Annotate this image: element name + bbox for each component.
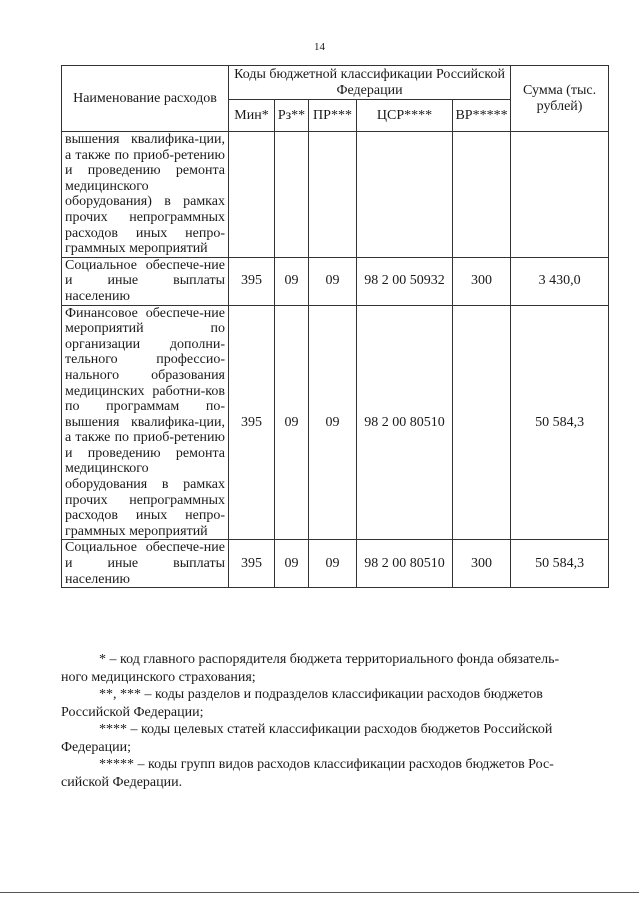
code-vr	[453, 132, 511, 258]
table-row	[62, 257, 609, 305]
code-rz: 09	[275, 257, 309, 305]
code-min	[229, 132, 275, 258]
expense-name: Финансовое обеспече-ние мероприятий по организации дополни-тельного профессио-нального образования медицинских работни-ков по программам по-вышения квалифика-ции, а также по приоб-ретению и проведению ремонта медицинского оборудования в рамках прочих непрограммных расходов иных непро-граммных мероприятий	[62, 305, 229, 540]
amount: 3 430,0	[511, 257, 609, 305]
code-pr	[309, 132, 357, 258]
header-amount: Сумма (тыс. рублей)	[511, 66, 609, 132]
code-rz: 09	[275, 305, 309, 540]
table-row	[62, 540, 609, 588]
code-csr: 98 2 00 80510	[357, 305, 453, 540]
header-code-csr: ЦСР****	[357, 100, 453, 132]
header-code-min: Мин*	[229, 100, 275, 132]
code-vr	[453, 305, 511, 540]
footnote-line: * – код главного распорядителя бюджета территориального фонда обязатель-	[99, 652, 560, 667]
code-pr: 09	[309, 305, 357, 540]
code-pr: 09	[309, 540, 357, 588]
header-code-vr: ВР*****	[453, 100, 511, 132]
header-budget-codes: Коды бюджетной классификации Российской Федерации	[229, 66, 511, 100]
footnote-line: Российской Федерации;	[61, 704, 204, 720]
table-row	[62, 305, 609, 540]
footnote-line: **** – коды целевых статей классификации расходов бюджетов Российской	[99, 722, 553, 737]
footnote-line: сийской Федерации.	[61, 774, 183, 790]
table-row	[62, 132, 609, 258]
code-vr: 300	[453, 540, 511, 588]
code-csr	[357, 132, 453, 258]
code-min: 395	[229, 540, 275, 588]
amount	[511, 132, 609, 258]
expense-name: Социальное обеспече-ние и иные выплаты населению	[62, 540, 229, 588]
footer-rule	[0, 892, 639, 893]
code-rz	[275, 132, 309, 258]
amount: 50 584,3	[511, 305, 609, 540]
page-number: 14	[314, 41, 325, 53]
footnotes	[61, 651, 608, 791]
header-code-rz: Рз**	[275, 100, 309, 132]
code-min: 395	[229, 305, 275, 540]
code-vr: 300	[453, 257, 511, 305]
code-csr: 98 2 00 50932	[357, 257, 453, 305]
footnote-line: ***** – коды групп видов расходов классификации расходов бюджетов Рос-	[99, 757, 554, 772]
code-csr: 98 2 00 80510	[357, 540, 453, 588]
amount: 50 584,3	[511, 540, 609, 588]
header-expense-name: Наименование расходов	[62, 66, 229, 132]
footnote-line: ного медицинского страхования;	[61, 669, 256, 685]
footnote-line: Федерации;	[61, 739, 132, 755]
code-pr: 09	[309, 257, 357, 305]
code-min: 395	[229, 257, 275, 305]
code-rz: 09	[275, 540, 309, 588]
footnote-line: **, *** – коды разделов и подразделов классификации расходов бюджетов	[99, 687, 543, 702]
header-code-pr: ПР***	[309, 100, 357, 132]
expense-name: вышения квалифика-ции, а также по приоб-ретению и проведению ремонта медицинского оборудования) в рамках прочих непрограммных расходов иных непро-граммных мероприятий	[62, 132, 229, 258]
expense-name: Социальное обеспече-ние и иные выплаты населению	[62, 257, 229, 305]
budget-table	[61, 65, 609, 588]
